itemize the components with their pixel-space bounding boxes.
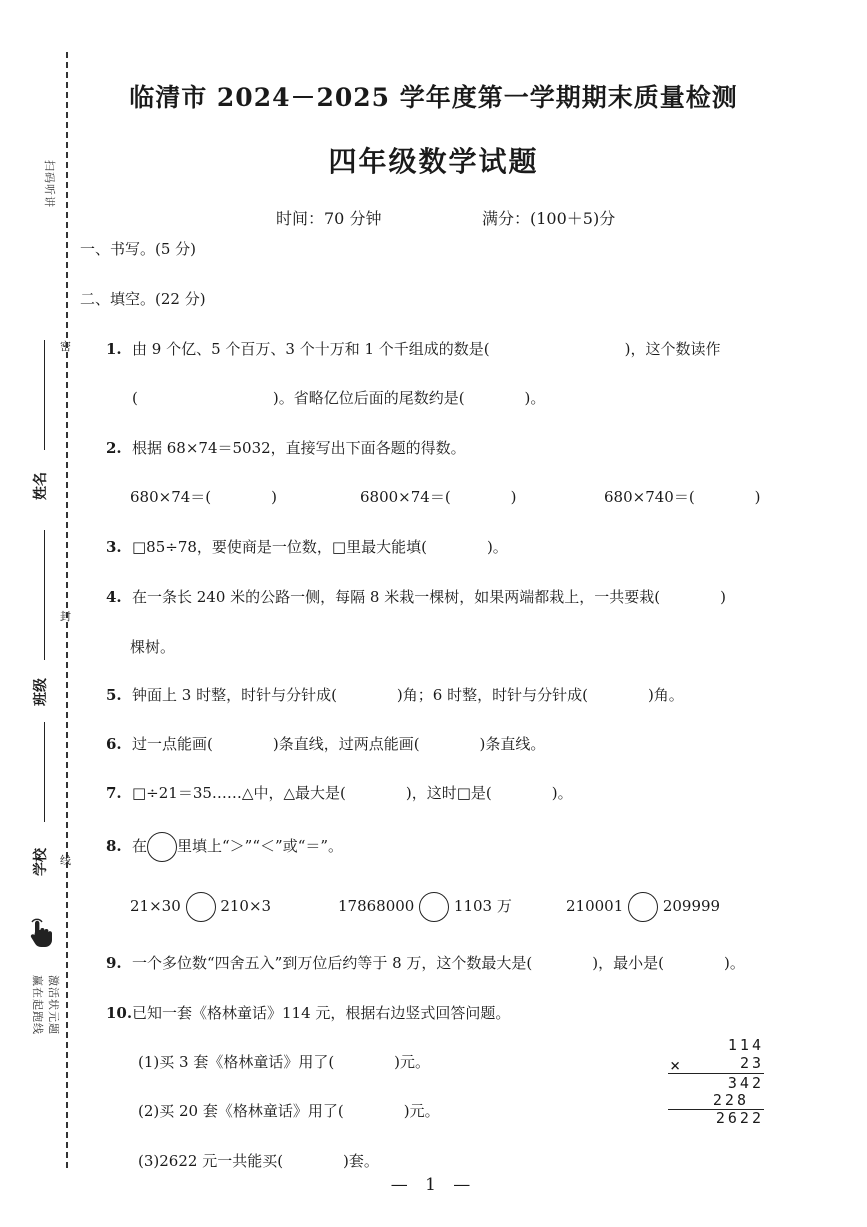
compare-left: 21×30 (130, 897, 181, 915)
question-8-item-b (338, 892, 512, 922)
margin-slogan-1: 激活状元题 (47, 975, 60, 1035)
seal-mark-xian: 线 (60, 854, 71, 867)
multiplier: 23 (739, 1054, 764, 1072)
question-10-part-3: (3)2622 元一共能买( )套。 (138, 1152, 379, 1170)
question-6 (106, 733, 545, 754)
question-number: 8. (106, 837, 122, 855)
product: 2622 (715, 1109, 764, 1127)
section-writing: 一、书写。(5 分) (80, 240, 197, 258)
section-fill-in: 二、填空。(22 分) (80, 290, 206, 308)
question-7 (106, 782, 573, 803)
question-8-item-a (130, 892, 271, 922)
question-text: 钟面上 3 时整，时针与分针成( )角；6 时整，时针与分针成( )角。 (132, 686, 684, 704)
question-number: 5. (106, 686, 122, 704)
question-number: 10. (106, 1004, 133, 1022)
question-number: 4. (106, 588, 122, 606)
question-2-item-b: 6800×74＝( ) (360, 488, 517, 506)
margin-scan-text: 扫码听讲 (43, 160, 56, 208)
margin-slogan-2: 赢在起跑线 (31, 975, 44, 1035)
question-3 (106, 536, 508, 557)
question-10-part-1: (1)买 3 套《格林童话》用了( )元。 (138, 1053, 431, 1071)
question-5 (106, 684, 684, 705)
question-10 (106, 1002, 510, 1023)
question-4 (106, 586, 726, 607)
question-2-item-c: 680×740＝( ) (604, 488, 761, 506)
exam-subtitle: 四年级数学试题 (328, 145, 539, 178)
answer-circle[interactable] (186, 892, 216, 922)
question-text-post: 里填上“＞”“＜”或“＝”。 (177, 837, 344, 855)
compare-left: 17868000 (338, 897, 415, 915)
pointing-hand-icon (28, 918, 54, 952)
partial-product-1: 342 (727, 1074, 764, 1092)
seal-mark-feng: 封 (60, 610, 71, 623)
question-text: □÷21＝35……△中，△最大是( )，这时□是( )。 (132, 784, 573, 802)
name-label: 姓名 (33, 472, 49, 500)
class-label: 班级 (33, 678, 49, 706)
question-8 (106, 832, 343, 862)
exam-time: 时间：70 分钟 (276, 209, 382, 228)
question-number: 9. (106, 954, 122, 972)
question-number: 3. (106, 538, 122, 556)
question-2-item-a: 680×74＝( ) (130, 488, 277, 506)
question-text: 在一条长 240 米的公路一侧，每隔 8 米栽一棵树，如果两端都栽上，一共要栽( ) (132, 588, 726, 606)
question-text: □85÷78，要使商是一位数，□里最大能填( )。 (132, 538, 508, 556)
answer-circle[interactable] (628, 892, 658, 922)
compare-right: 1103 万 (453, 897, 512, 915)
exam-full-score: 满分：(100＋5)分 (482, 209, 616, 228)
question-10-part-2: (2)买 20 套《格林童话》用了( )元。 (138, 1102, 440, 1120)
question-number: 2. (106, 439, 122, 457)
question-text-pre: 在 (132, 837, 148, 855)
multiplicand: 114 (727, 1036, 764, 1054)
compare-right: 209999 (662, 897, 721, 915)
question-text: 已知一套《格林童话》114 元，根据右边竖式回答问题。 (132, 1004, 511, 1022)
partial-product-2: 228 (712, 1091, 749, 1109)
question-text: 过一点能画( )条直线，过两点能画( )条直线。 (132, 735, 546, 753)
answer-circle[interactable] (419, 892, 449, 922)
multiply-sign: × (670, 1056, 681, 1076)
question-8-item-c (566, 892, 720, 922)
question-2 (106, 437, 466, 458)
compare-left: 210001 (566, 897, 624, 915)
question-number: 6. (106, 735, 122, 753)
question-9 (106, 952, 745, 973)
question-1 (106, 338, 721, 359)
question-text: 一个多位数“四舍五入”到万位后约等于 8 万，这个数最大是( )，最小是( )。 (132, 954, 745, 972)
school-label: 学校 (33, 848, 49, 876)
comparison-circle-icon (147, 832, 177, 862)
class-underline (44, 530, 45, 660)
exam-title: 临清市 2024－2025 学年度第一学期期末质量检测 (129, 83, 738, 112)
question-text: 由 9 个亿、5 个百万、3 个十万和 1 个千组成的数是( )，这个数读作 (132, 340, 721, 358)
question-number: 7. (106, 784, 122, 802)
question-1-line2: ( )。省略亿位后面的尾数约是( )。 (132, 389, 546, 407)
question-text: 根据 68×74＝5032，直接写出下面各题的得数。 (132, 439, 466, 457)
compare-right: 210×3 (220, 897, 272, 915)
school-underline (44, 722, 45, 822)
vertical-multiplication (664, 1036, 764, 1136)
question-number: 1. (106, 340, 122, 358)
page-number: — 1 — (390, 1175, 477, 1195)
question-4-line2: 棵树。 (130, 638, 176, 656)
seal-mark-mi: 密 (60, 340, 71, 353)
name-underline (44, 340, 45, 450)
